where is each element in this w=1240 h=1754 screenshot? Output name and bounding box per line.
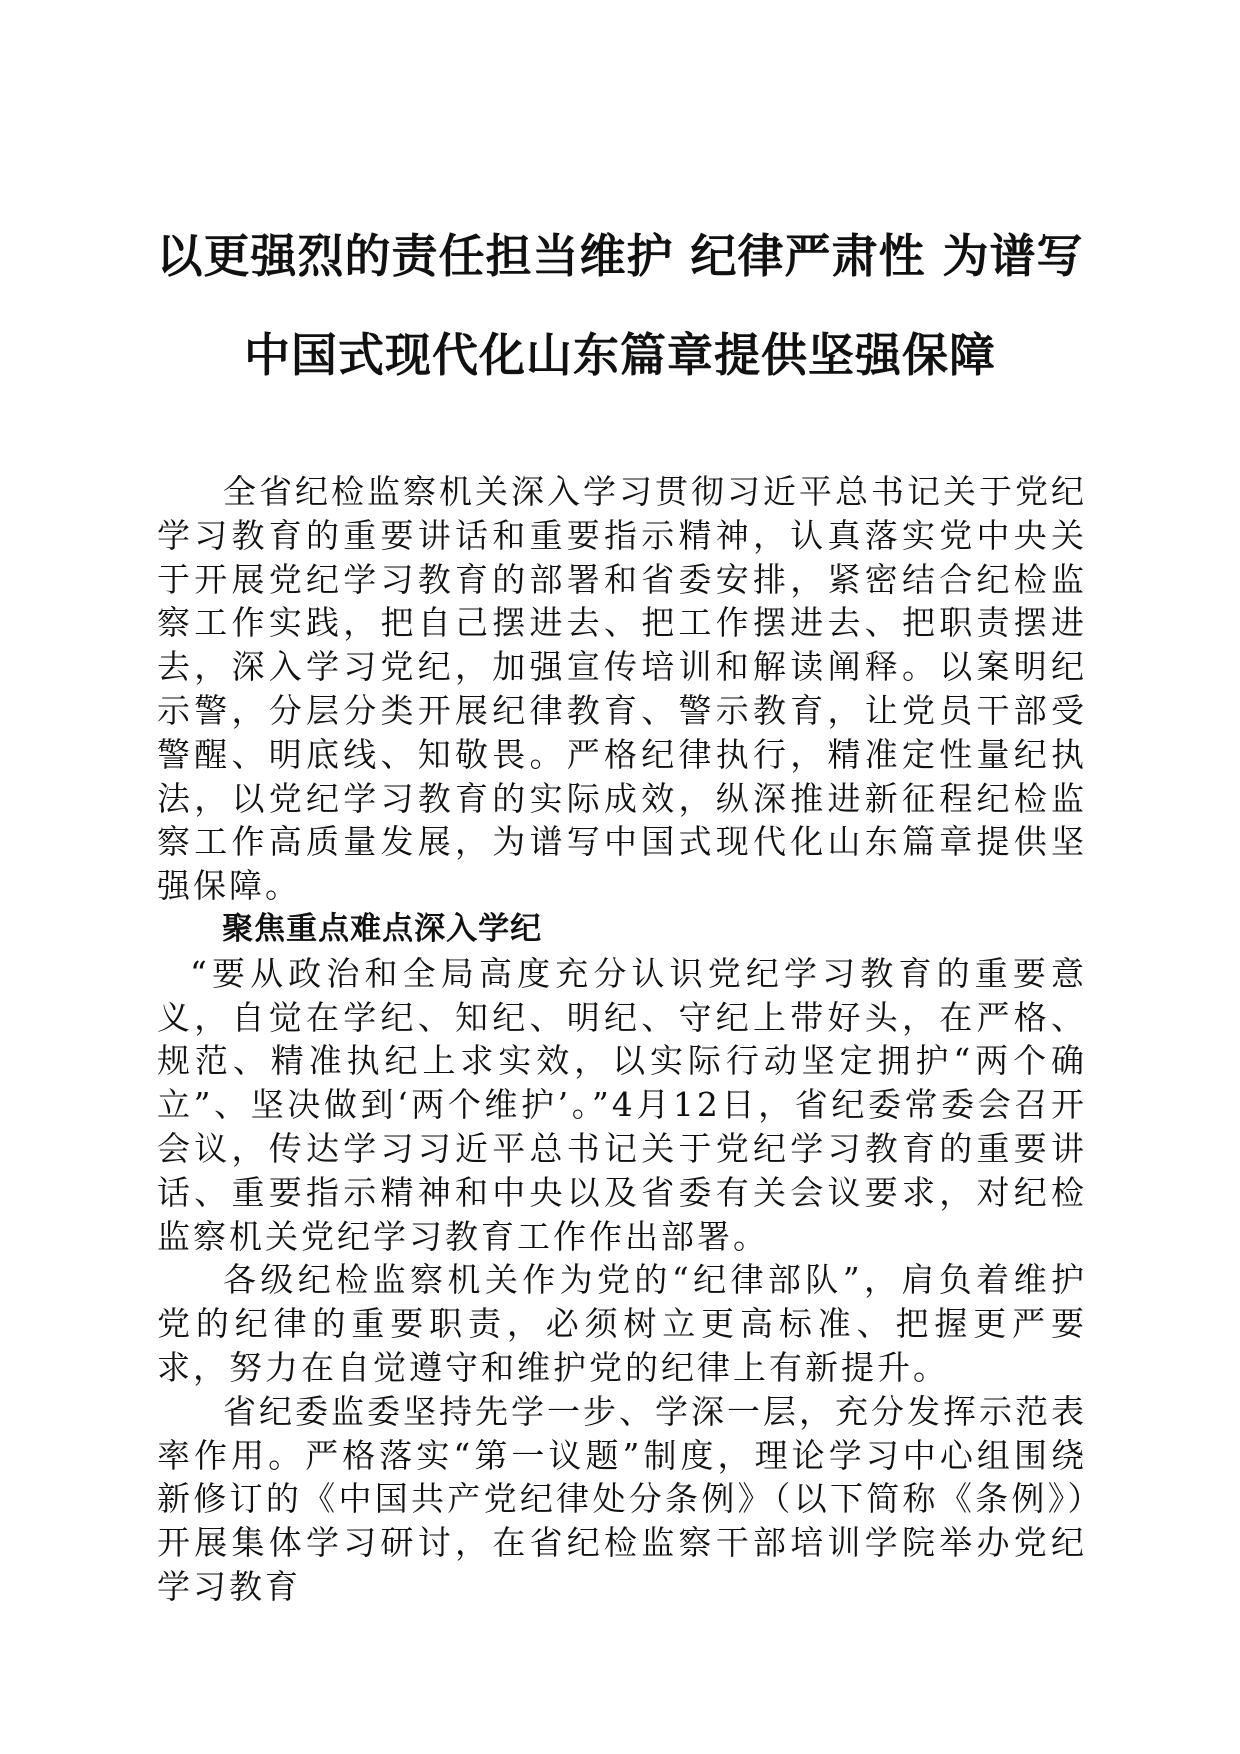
section-heading: 聚焦重点难点深入学纪 [222,910,543,947]
document-body [157,470,1087,1609]
paragraph-discipline-team: 各级纪检监察机关作为党的“纪律部队”，肩负着维护党的纪律的重要职责，必须树立更高标准、把握更严要求，努力在自觉遵守和维护党的纪律上有新提升。 [157,1260,1087,1387]
paragraph-intro: 全省纪检监察机关深入学习贯彻习近平总书记关于党纪学习教育的重要讲话和重要指示精神，认真落实党中央关于开展党纪学习教育的部署和省委安排，紧密结合纪检监察工作实践，把自己摆进去、把工作摆进去、把职责摆进去，深入学习党纪，加强宣传培训和解读阐释。以案明纪示警，分层分类开展纪律教育、警示教育，让党员干部受警醒、明底线、知敬畏。严格纪律执行，精准定性量纪执法，以党纪学习教育的实际成效，纵深推进新征程纪检监察工作高质量发展，为谱写中国式现代化山东篇章提供坚强保障。 [157,472,1087,906]
document-title-line-1: 以更强烈的责任担当维护 纪律严肃性 为谱写 [156,229,1084,283]
document-title-line-2: 中国式现代化山东篇章提供坚强保障 [244,328,996,382]
paragraph-quote: “要从政治和全局高度充分认识党纪学习教育的重要意义，自觉在学纪、知纪、明纪、守纪上带好头，在严格、规范、精准执纪上求实效，以实际行动坚定拥护“两个确立”、坚决做到‘两个维护’。”4月12日，省纪委常委会召开会议，传达学习习近平总书记关于党纪学习教育的重要讲话、重要指示精神和中央以及省委有关会议要求，对纪检监察机关党纪学习教育工作作出部署。 [157,953,1087,1256]
paragraph-provincial-commission: 省纪委监委坚持先学一步、学深一层，充分发挥示范表率作用。严格落实“第一议题”制度，理论学习中心组围绕新修订的《中国共产党纪律处分条例》（以下简称《条例》）开展集体学习研讨，在省纪检监察干部培训学院举办党纪学习教育 [157,1391,1087,1606]
